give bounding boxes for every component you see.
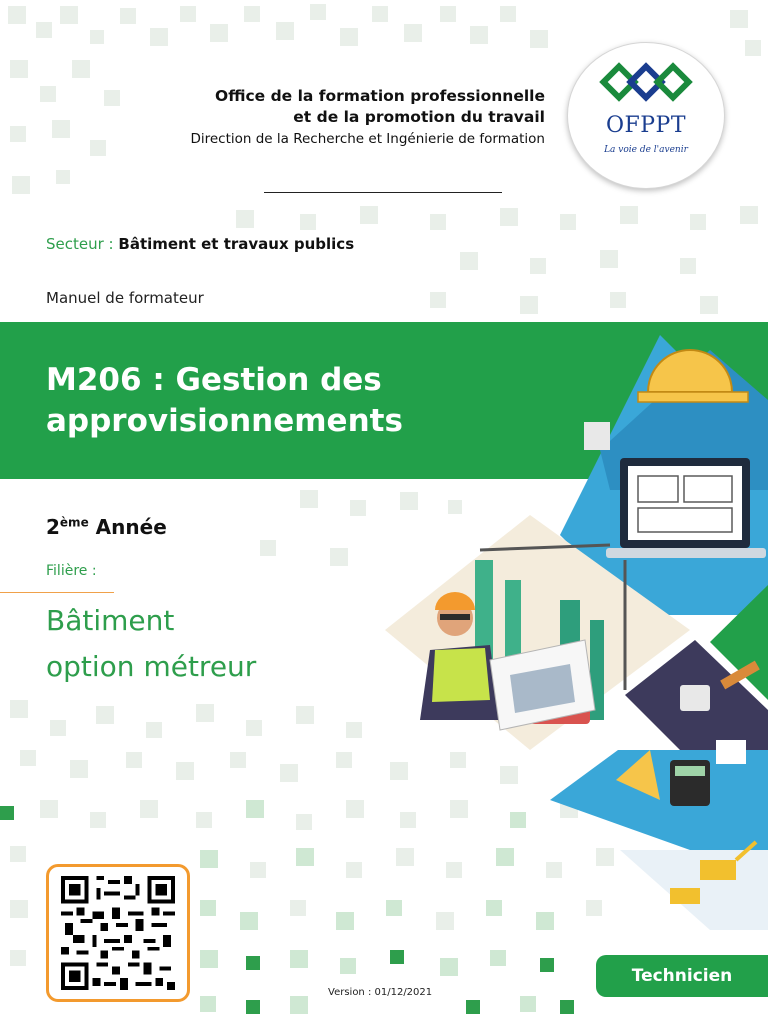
- year-label: Année: [95, 515, 167, 539]
- filiere-underline: [0, 592, 114, 593]
- filiere-value-line-2: option métreur: [46, 650, 257, 683]
- year-number: 2: [46, 515, 60, 539]
- secteur-value: Bâtiment et travaux publics: [118, 235, 355, 253]
- organization-line-1: Office de la formation professionnelle: [215, 87, 545, 105]
- header-divider: [264, 192, 502, 193]
- organization-name: [140, 86, 545, 128]
- direction-name: Direction de la Recherche et Ingénierie de formation: [190, 131, 545, 147]
- module-title-line-2: approvisionnements: [46, 403, 403, 439]
- version-date: Version : 01/12/2021: [328, 987, 433, 998]
- secteur: [46, 235, 354, 253]
- year-suffix: ème: [59, 515, 89, 530]
- organization-line-2: et de la promotion du travail: [293, 108, 545, 126]
- secteur-label: Secteur :: [46, 235, 114, 253]
- calculator-diamond: [550, 750, 768, 850]
- excavator-icon: [700, 860, 736, 880]
- logo-wordmark: OFPPT: [605, 113, 687, 138]
- qr-code[interactable]: [46, 864, 190, 1002]
- module-title-line-1: M206 : Gestion des: [46, 362, 382, 398]
- level-badge: Technicien: [596, 955, 768, 997]
- qr-code-icon: [60, 876, 176, 990]
- year-level: [46, 515, 167, 539]
- construction-illustration: [380, 330, 768, 930]
- ofppt-logo: [567, 42, 725, 189]
- paint-bucket-icon: [680, 685, 710, 711]
- logo-emblem-icon: [598, 61, 694, 111]
- filiere-value: [46, 598, 366, 690]
- filiere-label: Filière :: [46, 563, 97, 579]
- manual-type: Manuel de formateur: [46, 289, 204, 307]
- filiere-value-line-1: Bâtiment: [46, 604, 175, 637]
- logo-tagline: La voie de l'avenir: [604, 145, 688, 155]
